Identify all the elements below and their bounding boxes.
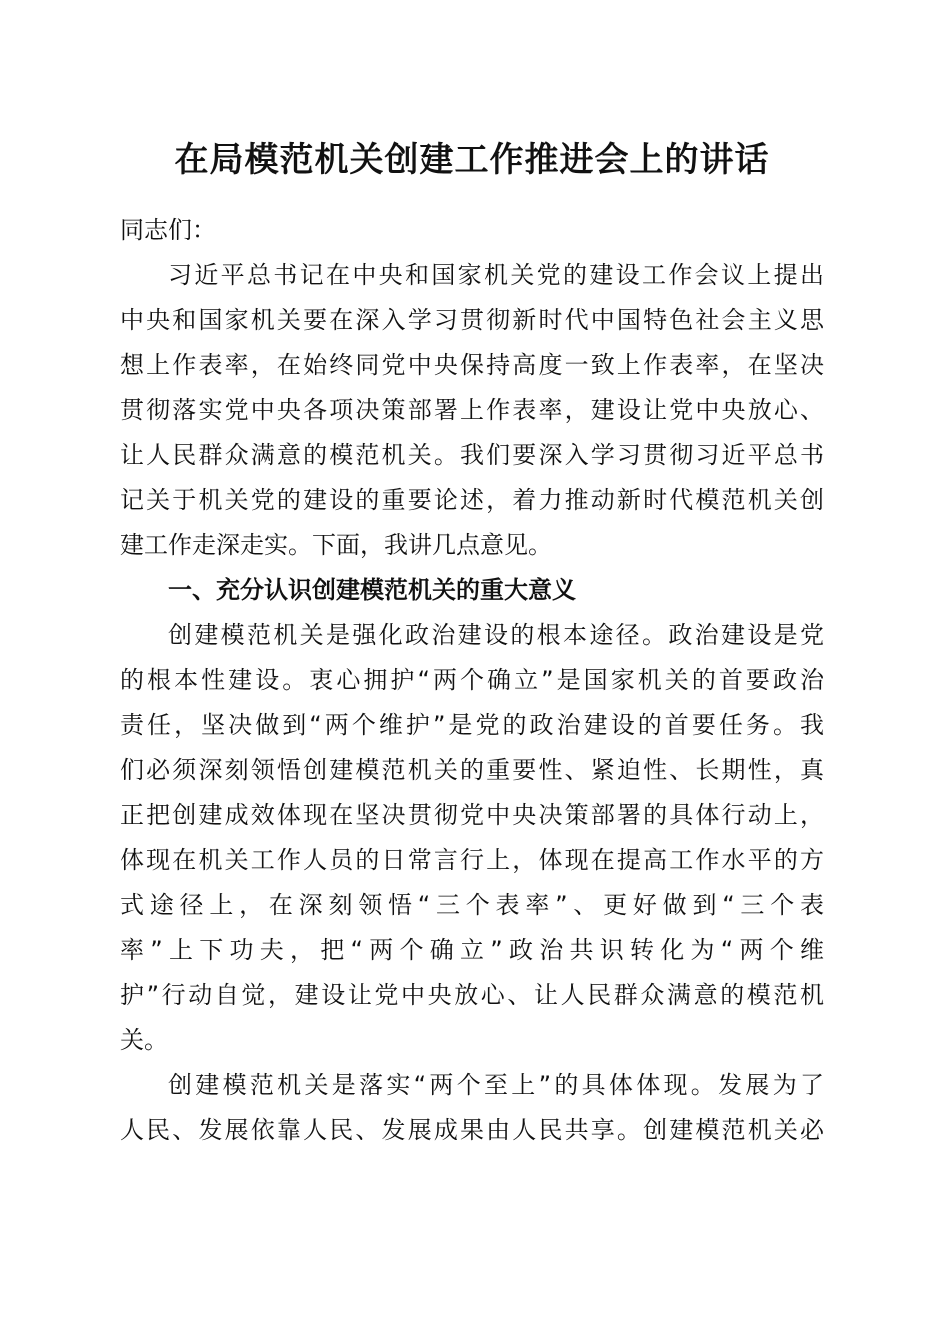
- section-paragraph-people: [120, 1063, 824, 1153]
- paragraph-line: 建工作走深走实。下面，我讲几点意见。: [120, 531, 552, 559]
- document-page: [120, 136, 824, 1153]
- paragraph-line: 关。: [120, 1026, 168, 1054]
- paragraph-line: 护”行动自觉，建设让党中央放心、让人民群众满意的模范机: [120, 981, 824, 1009]
- salutation: 同志们：: [120, 216, 216, 244]
- paragraph-line: 创建模范机关是落实“两个至上”的具体体现。发展为了: [168, 1071, 824, 1099]
- paragraph-line: 率”上下功夫，把“两个确立”政治共识转化为“两个维: [120, 936, 824, 964]
- section-paragraph-political: [120, 613, 824, 1063]
- paragraph-line: 体现在机关工作人员的日常言行上，体现在提高工作水平的方: [120, 846, 824, 874]
- paragraph-line: 责任，坚决做到“两个维护”是党的政治建设的首要任务。我: [120, 711, 824, 739]
- paragraph-line: 人民、发展依靠人民、发展成果由人民共享。创建模范机关必: [120, 1116, 824, 1144]
- paragraph-line: 记关于机关党的建设的重要论述，着力推动新时代模范机关创: [120, 486, 824, 514]
- paragraph-line: 创建模范机关是强化政治建设的根本途径。政治建设是党: [168, 621, 824, 649]
- paragraph-line: 们必须深刻领悟创建模范机关的重要性、紧迫性、长期性，真: [120, 756, 824, 784]
- paragraph-line: 贯彻落实党中央各项决策部署上作表率，建设让党中央放心、: [120, 396, 824, 424]
- paragraph-line: 习近平总书记在中央和国家机关党的建设工作会议上提出: [168, 261, 824, 289]
- paragraph-line: 正把创建成效体现在坚决贯彻党中央决策部署的具体行动上，: [120, 801, 824, 829]
- paragraph-line: 的根本性建设。衷心拥护“两个确立”是国家机关的首要政治: [120, 666, 824, 694]
- document-title: 在局模范机关创建工作推进会上的讲话: [174, 140, 770, 180]
- paragraph-line: 想上作表率，在始终同党中央保持高度一致上作表率，在坚决: [120, 351, 824, 379]
- section-heading: 一、充分认识创建模范机关的重大意义: [168, 576, 576, 604]
- paragraph-line: 中央和国家机关要在深入学习贯彻新时代中国特色社会主义思: [120, 306, 824, 334]
- paragraph-line: 式途径上，在深刻领悟“三个表率”、更好做到“三个表: [120, 891, 824, 919]
- intro-paragraph: [120, 253, 824, 568]
- paragraph-line: 让人民群众满意的模范机关。我们要深入学习贯彻习近平总书: [120, 441, 824, 469]
